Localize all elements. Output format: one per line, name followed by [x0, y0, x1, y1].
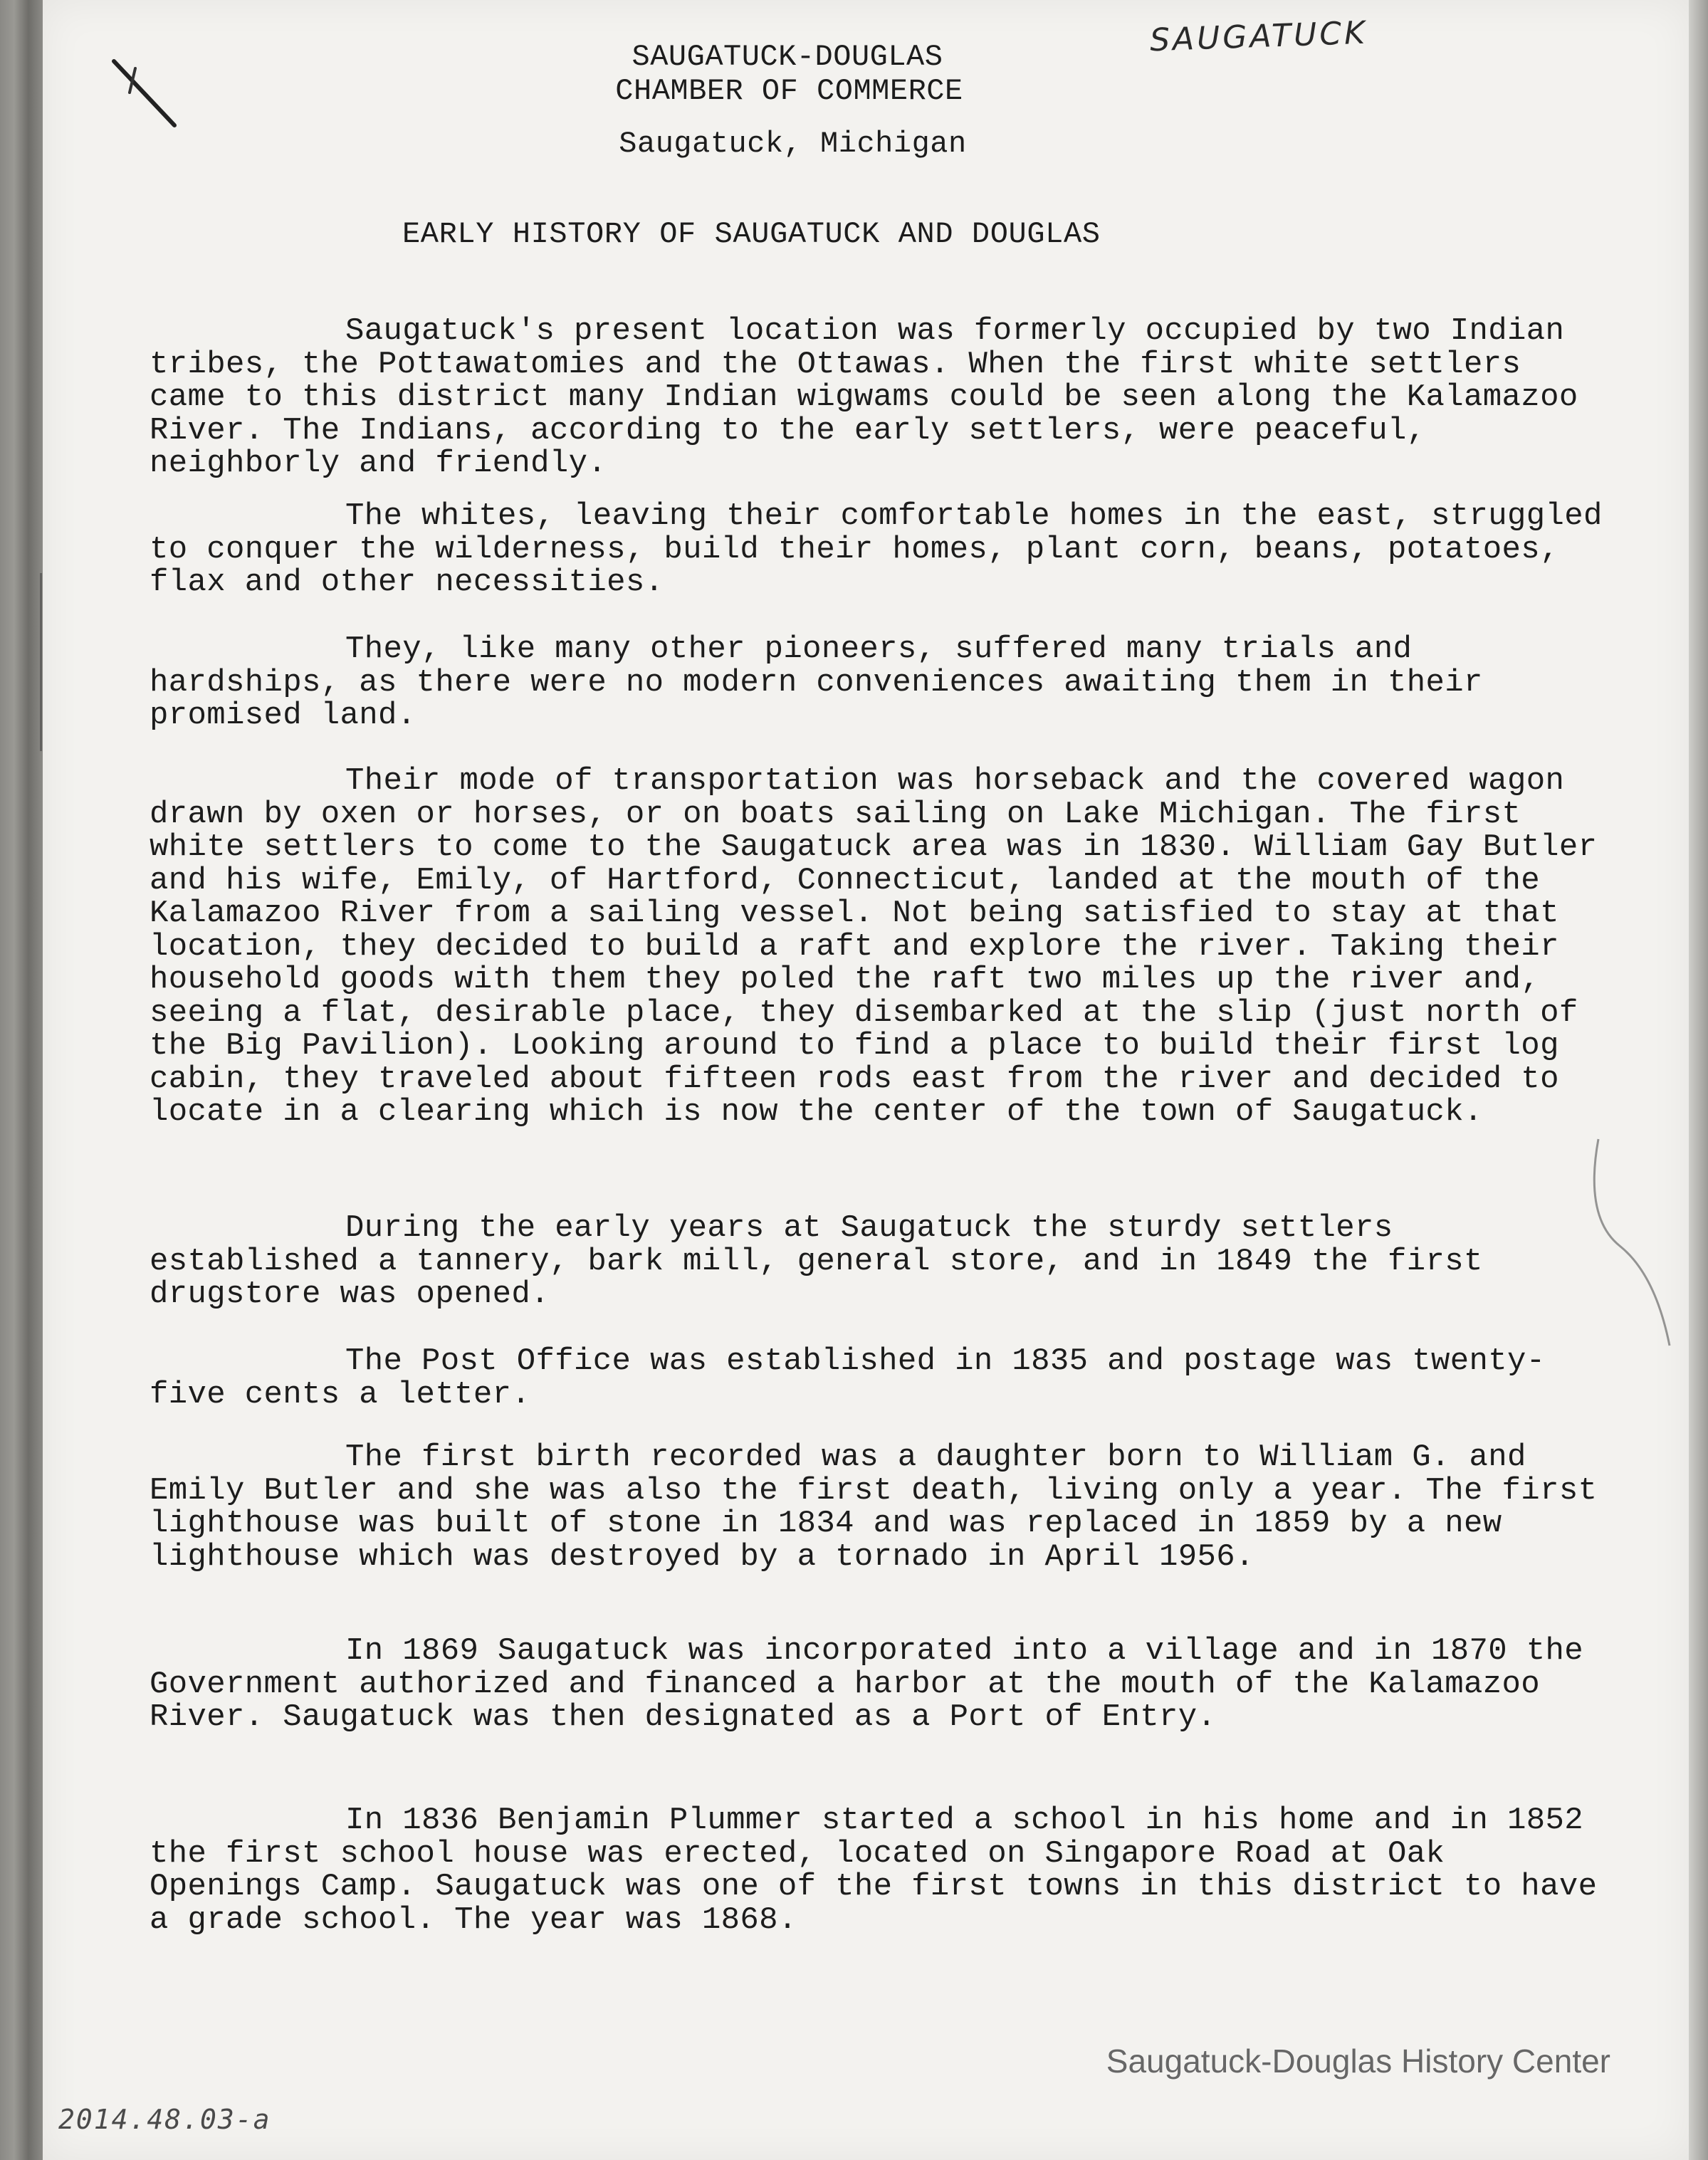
handwritten-note: SAUGATUCK [1149, 14, 1368, 59]
letterhead-location: Saugatuck, Michigan [619, 127, 967, 161]
paragraph-2: The whites, leaving their comfortable homes in the east, struggled to conquer the wilderness, build their homes, plant corn, beans, potatoes, flax and other necessities. [150, 498, 1603, 600]
archive-watermark: Saugatuck-Douglas History Center [1106, 2043, 1610, 2080]
org-name-line1: SAUGATUCK-DOUGLAS [632, 40, 943, 74]
sheet-edge [1689, 0, 1708, 2160]
letterhead [43, 40, 1689, 161]
paragraph-1: Saugatuck's present location was formerly occupied by two Indian tribes, the Pottawatomies and the Ottawas. When the first white settlers came to this district many Indian wigwams could be seen along the Kalamazoo River. The Indians, according to the early settlers, were peaceful, neighborly and friendly. [150, 313, 1578, 481]
typed-document-sheet [43, 0, 1689, 2160]
paragraph-9: In 1836 Benjamin Plummer started a school in his home and in 1852 the first school house was erected, located on Singapore Road at Oak Openings Camp. Saugatuck was one of the first towns in this district to have a grade school. The year was 1868. [150, 1803, 1598, 1938]
document-title: EARLY HISTORY OF SAUGATUCK AND DOUGLAS [402, 217, 1101, 251]
paragraph-3: They, like many other pioneers, suffered many trials and hardships, as there were no modern conveniences awaiting them in their promised land. [150, 631, 1483, 733]
paragraph-8: In 1869 Saugatuck was incorporated into a village and in 1870 the Government authorized and financed a harbor at the mouth of the Kalamazoo River. Saugatuck was then designated as a Port of Entry. [150, 1633, 1584, 1735]
paragraph-7: The first birth recorded was a daughter born to William G. and Emily Butler and she was also the first death, living only a year. The first lighthouse was built of stone in 1834 and was replaced in 1859 by a new lighthouse which was destroyed by a tornado in April 1956. [150, 1440, 1598, 1575]
paragraph-6: The Post Office was established in 1835 and postage was twenty-five cents a letter. [150, 1343, 1546, 1412]
margin-line [40, 573, 42, 751]
org-name-line2: CHAMBER OF COMMERCE [615, 74, 963, 108]
accession-number: 2014.48.03-a [58, 2104, 271, 2135]
paragraph-4: Their mode of transportation was horseback and the covered wagon drawn by oxen or horses, or on boats sailing on Lake Michigan. The first white settlers to come to the Saugatuck area was in 1830. William Gay Butler and his wife, Emily, of Hartford, Connecticut, landed at the mouth of the Kalamazoo River from a sailing vessel. Not being satisfied to stay at that location, they decided to build a raft and explore the river. Taking their household goods with them they poled the raft two miles up the river and, seeing a flat, desirable place, they disembarked at the slip (just north of the Big Pavilion). Looking around to find a place to build their first log cabin, they traveled about fifteen rods east from the river and decided to locate in a clearing which is now the center of the town of Saugatuck. [150, 763, 1598, 1130]
paragraph-5: During the early years at Saugatuck the sturdy settlers established a tannery, bark mill, general store, and in 1849 the first drugstore was opened. [150, 1210, 1483, 1312]
page-fold-curve-icon [1591, 1111, 1677, 1353]
